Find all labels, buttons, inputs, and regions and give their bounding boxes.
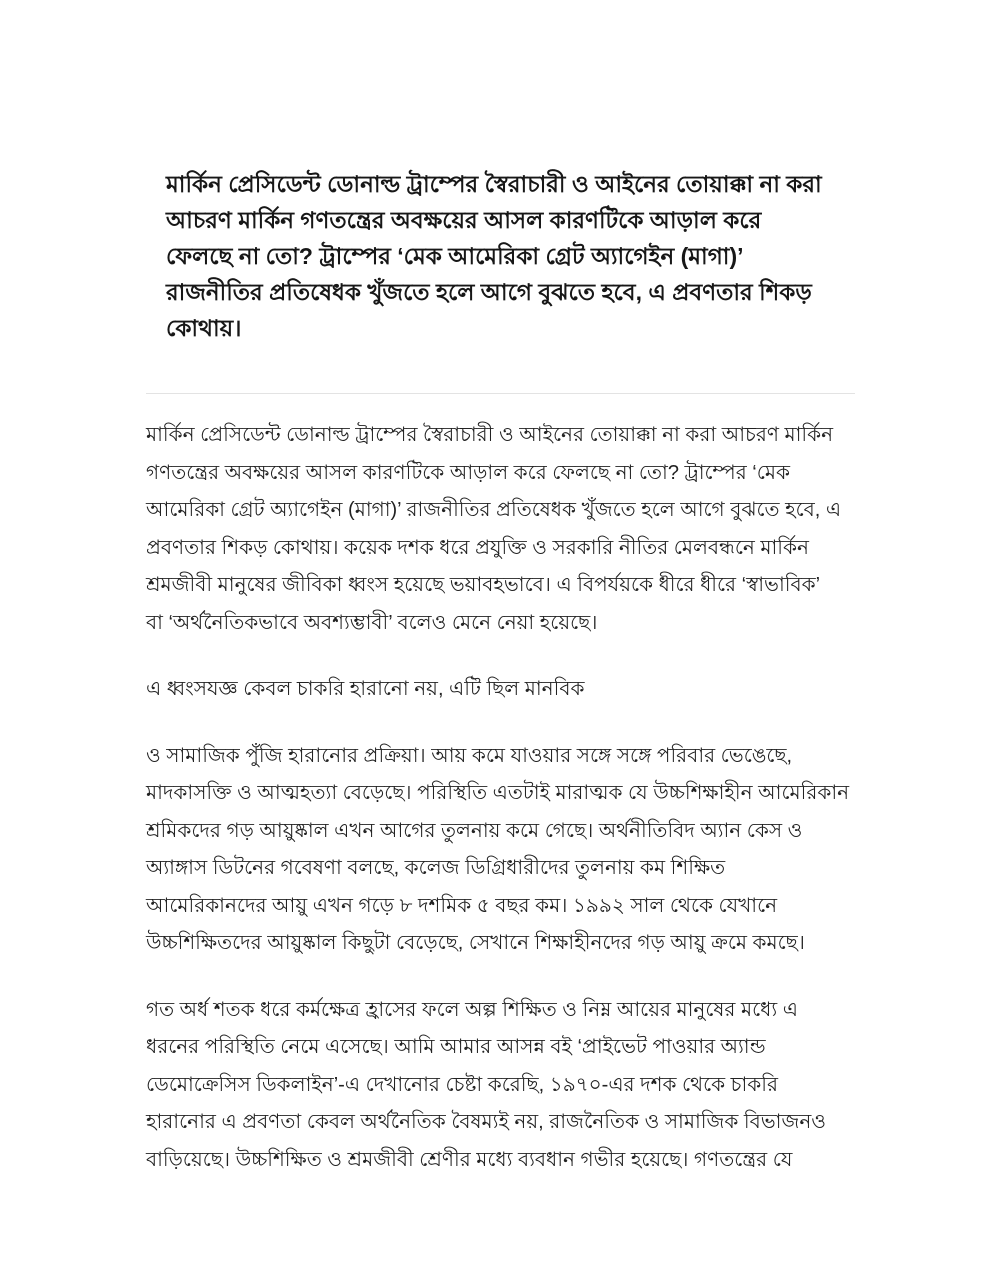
- text-line: বাড়িয়েছে। উচ্চশিক্ষিত ও শ্রমজীবী শ্রেণীর মধ্যে ব্যবধান গভীর হয়েছে। গণতন্ত্রের যে: [146, 1148, 793, 1171]
- article-body: [146, 417, 855, 1179]
- text-line: আমেরিকা গ্রেট অ্যাগেইন (মাগা)’ রাজনীতির প্রতিষেধক খুঁজতে হলে আগে বুঝতে হবে, এ: [146, 499, 842, 521]
- text-line: রাজনীতির প্রতিষেধক খুঁজতে হলে আগে বুঝতে হবে, এ প্রবণতার শিকড়: [166, 279, 812, 305]
- text-line: গণতন্ত্রের অবক্ষয়ের আসল কারণটিকে আড়াল করে ফেলছে না তো? ট্রাম্পের ‘মেক: [146, 461, 790, 484]
- text-line: মার্কিন প্রেসিডেন্ট ডোনাল্ড ট্রাম্পের স্বৈরাচারী ও আইনের তোয়াক্কা না করা: [166, 171, 822, 197]
- text-line: বা ‘অর্থনৈতিকভাবে অবশ্যম্ভাবী’ বলেও মেনে নেয়া হয়েছে।: [146, 611, 598, 634]
- text-line: গত অর্ধ শতক ধরে কর্মক্ষেত্র হ্রাসের ফলে অল্প শিক্ষিত ও নিম্ন আয়ের মানুষের মধ্যে এ: [146, 998, 798, 1021]
- text-line: ও সামাজিক পুঁজি হারানোর প্রক্রিয়া। আয় কমে যাওয়ার সঙ্গে সঙ্গে পরিবার ভেঙেছে,: [146, 744, 793, 767]
- text-line: উচ্চশিক্ষিতদের আয়ুষ্কাল কিছুটা বেড়েছে, সেখানে শিক্ষাহীনদের গড় আয়ু ক্রমে কমছে।: [146, 932, 805, 954]
- section-divider: [146, 393, 855, 394]
- text-line: ফেলছে না তো? ট্রাম্পের ‘মেক আমেরিকা গ্রেট অ্যাগেইন (মাগা)’: [166, 243, 744, 269]
- lead-paragraph: [146, 166, 855, 346]
- text-line: এ ধ্বংসযজ্ঞ কেবল চাকরি হারানো নয়, এটি ছিল মানবিক: [146, 678, 585, 700]
- body-paragraph: [146, 671, 855, 709]
- text-line: প্রবণতার শিকড় কোথায়। কয়েক দশক ধরে প্রযুক্তি ও সরকারি নীতির মেলবন্ধনে মার্কিন: [146, 536, 809, 559]
- body-paragraph: [146, 738, 855, 963]
- text-line: মার্কিন প্রেসিডেন্ট ডোনাল্ড ট্রাম্পের স্বৈরাচারী ও আইনের তোয়াক্কা না করা আচরণ মার্কিন: [146, 424, 834, 446]
- text-line: অ্যাঙ্গাস ডিটনের গবেষণা বলছে, কলেজ ডিগ্রিধারীদের তুলনায় কম শিক্ষিত: [146, 857, 726, 879]
- text-line: ধরনের পরিস্থিতি নেমে এসেছে। আমি আমার আসন্ন বই ‘প্রাইভেট পাওয়ার অ্যান্ড: [146, 1036, 766, 1058]
- text-line: শ্রমজীবী মানুষের জীবিকা ধ্বংস হয়েছে ভয়াবহভাবে। এ বিপর্যয়কে ধীরে ধীরে ‘স্বাভাবিক’: [146, 574, 821, 596]
- text-line: শ্রমিকদের গড় আয়ুষ্কাল এখন আগের তুলনায় কমে গেছে। অর্থনীতিবিদ অ্যান কেস ও: [146, 819, 803, 842]
- text-line: ডেমোক্রেসিস ডিকলাইন’-এ দেখানোর চেষ্টা করেছি, ১৯৭০-এর দশক থেকে চাকরি: [146, 1073, 778, 1096]
- text-line: হারানোর এ প্রবণতা কেবল অর্থনৈতিক বৈষম্যই নয়, রাজনৈতিক ও সামাজিক বিভাজনও: [146, 1111, 827, 1133]
- body-paragraph: [146, 992, 855, 1180]
- text-line: মাদকাসক্তি ও আত্মহত্যা বেড়েছে। পরিস্থিতি এতটাই মারাত্মক যে উচ্চশিক্ষাহীন আমেরিকান: [146, 782, 850, 804]
- text-line: কোথায়।: [166, 315, 242, 341]
- text-line: আমেরিকানদের আয়ু এখন গড়ে ৮ দশমিক ৫ বছর কম। ১৯৯২ সাল থেকে যেখানে: [146, 894, 778, 917]
- text-line: আচরণ মার্কিন গণতন্ত্রের অবক্ষয়ের আসল কারণটিকে আড়াল করে: [166, 207, 762, 233]
- article-content: [146, 0, 855, 1208]
- body-paragraph: [146, 417, 855, 642]
